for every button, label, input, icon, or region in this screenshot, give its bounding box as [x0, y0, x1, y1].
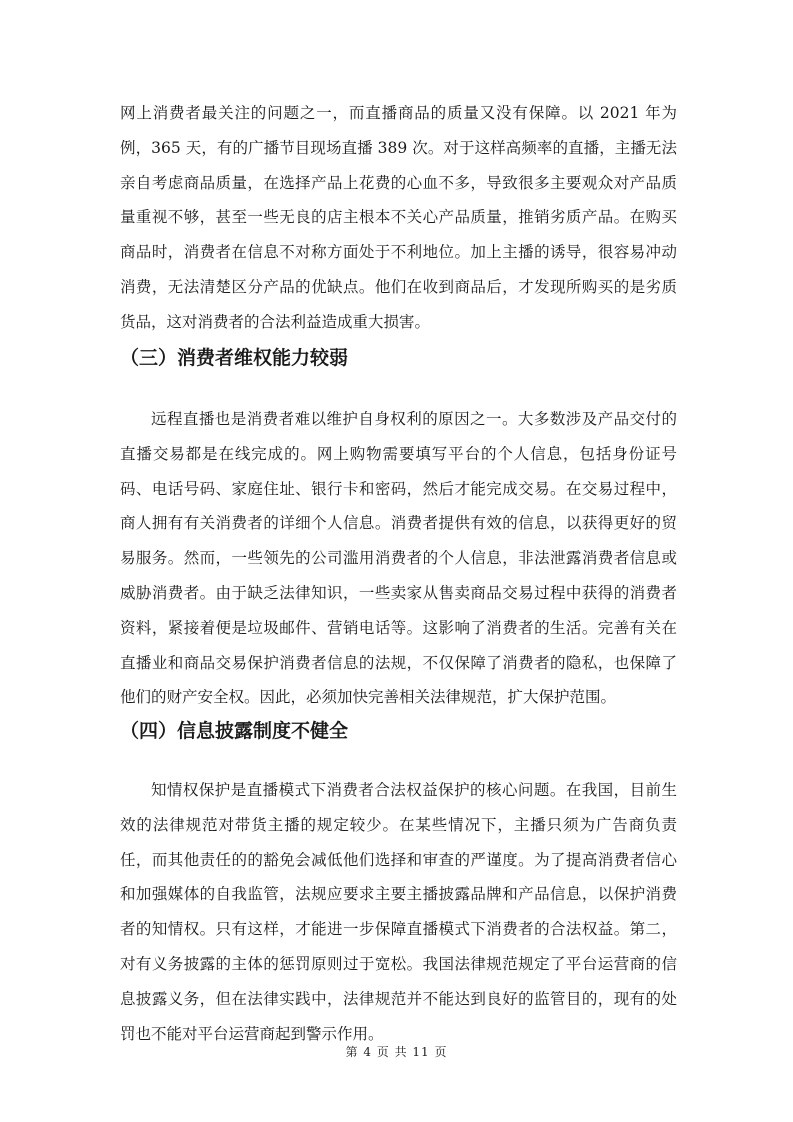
body-paragraph-remote-live: 远程直播也是消费者难以维护自身权利的原因之一。大多数涉及产品交付的直播交易都是在线完成的。网上购物需要填写平台的个人信息，包括身份证号码、电话号码、家庭住址、银行卡和密码，然后才能完成交易。在交易过程中，商人拥有有关消费者的详细个人信息。消费者提供有效的信息，以获得更好的贸易服务。然而，一些领先的公司滥用消费者的个人信息，非法泄露消费者信息或威胁消费者。由于缺乏法律知识，一些卖家从售卖商品交易过程中获得的消费者资料，紧接着便是垃圾邮件、营销电话等。这影响了消费者的生活。完善有关在直播业和商品交易保护消费者信息的法规，不仅保障了消费者的隐私，也保障了他们的财产安全权。因此，必须加快完善相关法律规范，扩大保护范围。 — [120, 410, 677, 707]
page-number-footer: 第 4 页 共 11 页 — [345, 1045, 448, 1059]
section-heading-disclosure: （四）信息披露制度不健全 — [120, 720, 349, 742]
body-paragraph-quality: 网上消费者最关注的问题之一，而直播商品的质量又没有保障。以 2021 年为例，365 天，有的广播节目现场直播 389 次。对于这样高频率的直播，主播无法亲自考虑商品质量，在选择产品上花费的心血不多，导致很多主要观众对产品质量重视不够，甚至一些无良的店主根本不关心产品质量，推销劣质产品。在购买商品时，消费者在信息不对称方面处于不利地位。加上主播的诱导，很容易冲动消费，无法清楚区分产品的优缺点。他们在收到商品后，才发现所购买的是劣质货品，这对消费者的合法利益造成重大损害。 — [120, 104, 677, 331]
body-paragraph-right-to-know: 知情权保护是直播模式下消费者合法权益保护的核心问题。在我国，目前生效的法律规范对带货主播的规定较少。在某些情况下，主播只须为广告商负责任，而其他责任的的豁免会减低他们选择和审查的严谨度。为了提高消费者信心和加强媒体的自我监管，法规应要求主要主播披露品牌和产品信息，以保护消费者的知情权。只有这样，才能进一步保障直播模式下消费者的合法权益。第二，对有义务披露的主体的惩罚原则过于宽松。我国法律规范规定了平台运营商的信息披露义务，但在法律实践中，法律规范并不能达到良好的监管目的，现有的处罚也不能对平台运营商起到警示作用。 — [120, 781, 677, 1043]
section-heading-rights-protection: （三）消费者维权能力较弱 — [120, 347, 349, 369]
